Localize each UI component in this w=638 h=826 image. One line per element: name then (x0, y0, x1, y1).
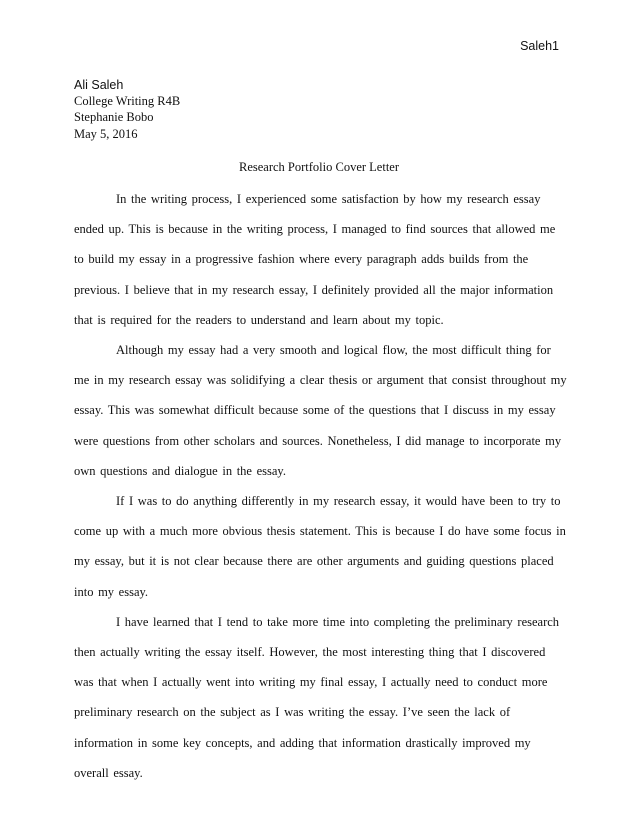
paragraph: If I was to do anything differently in my research essay, it would have been to try to come up with a much more obvious thesis statement. This is because I do have some focus in my essay, but it is not clear because there are other arguments and guiding questions placed into my essay. (74, 494, 566, 599)
page-title: Research Portfolio Cover Letter (238, 160, 400, 174)
instructor-name: Stephanie Bobo (74, 110, 154, 125)
date: May 5, 2016 (74, 126, 138, 141)
paragraph: Although my essay had a very smooth and logical flow, the most difficult thing for me in my research essay was solidifying a clear thesis or argument that consist throughout my essay. This was somewhat difficult because some of the questions that I discuss in my essay were questions from other scholars and sources. Nonetheless, I did manage to incorporate my own questions and dialogue in the essay. (74, 343, 567, 478)
mla-heading (74, 77, 180, 142)
paragraph: I have learned that I tend to take more time into completing the preliminary research then actually writing the essay itself. However, the most interesting thing that I discovered was that when I actually went into writing my final essay, I actually need to conduct more preliminary research on the subject as I was writing the essay. I’ve seen the lack of information in some key concepts, and adding that information drastically improved my overall essay. (74, 614, 560, 780)
paragraph: In the writing process, I experienced some satisfaction by how my research essay ended up. This is because in the writing process, I managed to find sources that allowed me to build my essay in a progressive fashion where every paragraph adds builds from the previous. I believe that in my research essay, I definitely provided all the major information that is required for the readers to understand and learn about my topic. (74, 192, 556, 327)
course-name: College Writing R4B (74, 94, 181, 109)
author-name: Ali Saleh (74, 78, 124, 92)
running-head: Saleh1 (520, 39, 559, 53)
body-text (74, 184, 569, 788)
